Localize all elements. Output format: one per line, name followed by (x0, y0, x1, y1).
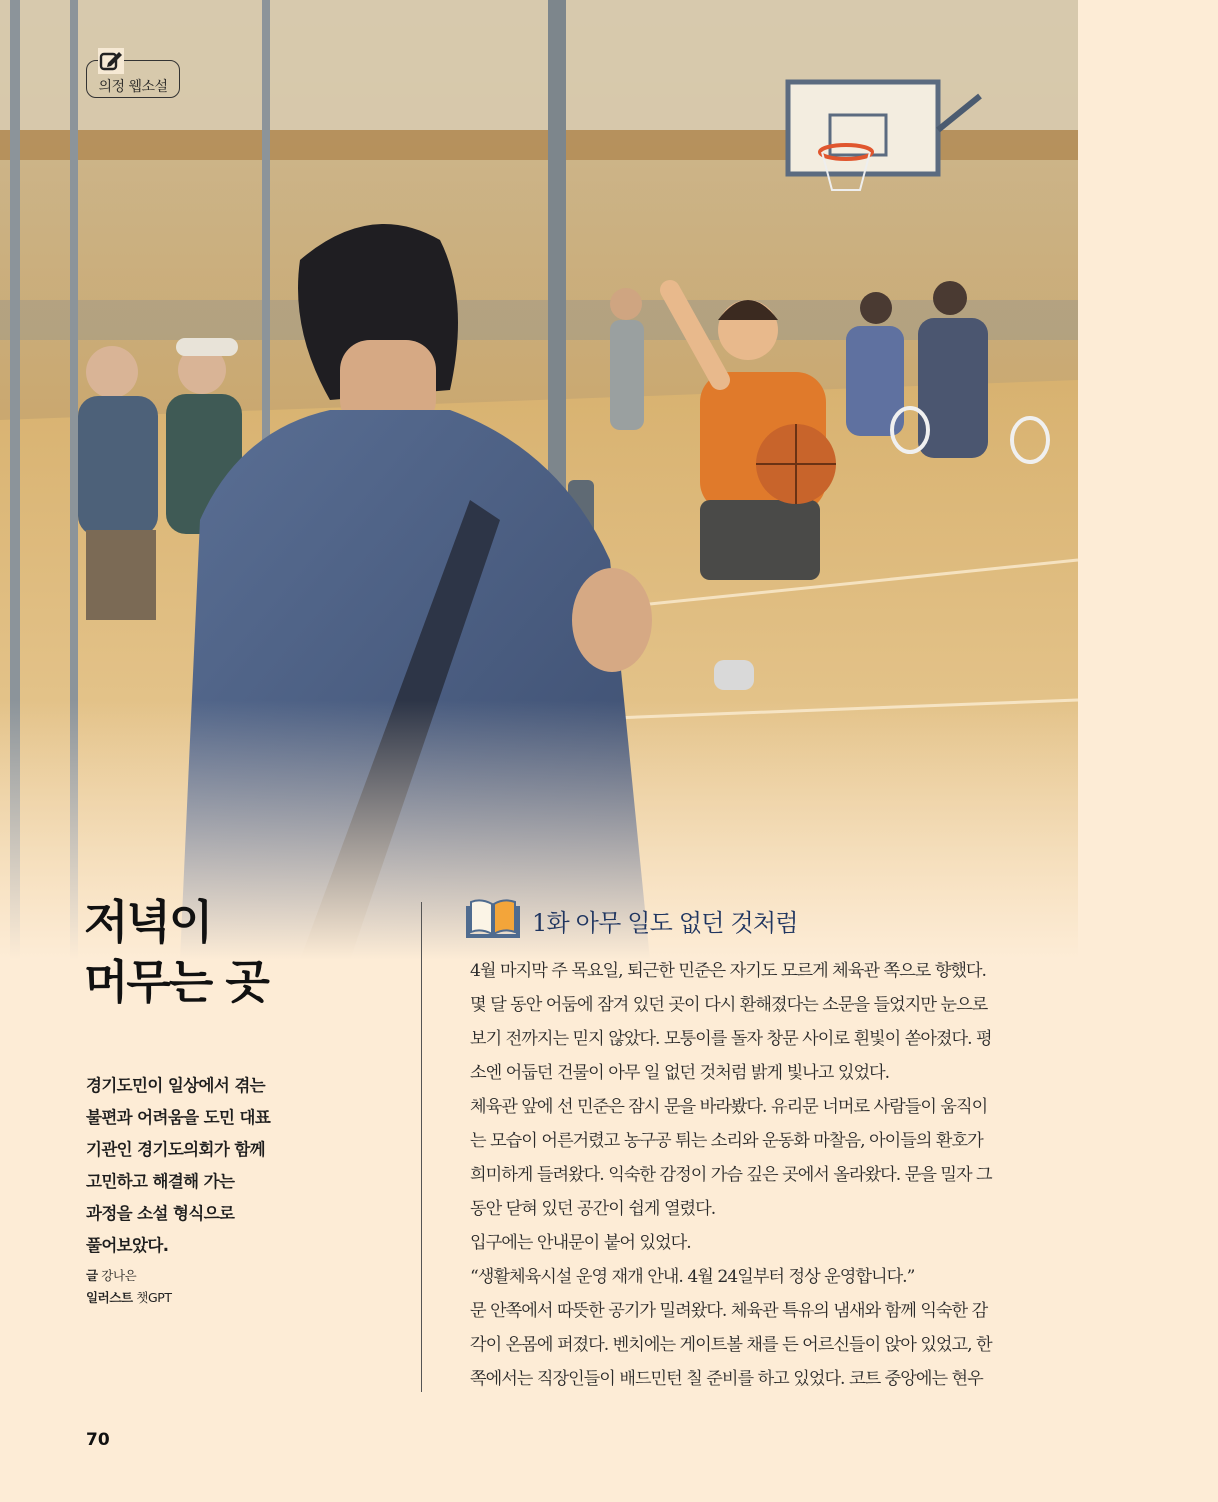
category-label: 의정 웹소설 (98, 79, 168, 95)
summary-line: 경기도민이 일상에서 겪는 (86, 1076, 266, 1095)
summary-line: 기관인 경기도의회가 함께 (86, 1140, 266, 1159)
summary-line: 불편과 어려움을 도민 대표 (86, 1108, 271, 1127)
writer-label: 글 (86, 1268, 98, 1283)
story-line: 체육관 앞에 선 민준은 잠시 문을 바라봤다. 유리문 너머로 사람들이 움직이 (470, 1097, 988, 1117)
title-line: 저녁이 (84, 895, 212, 949)
illustrator-credit (86, 1287, 306, 1309)
summary-line: 과정을 소설 형식으로 (86, 1204, 235, 1223)
category-tag (86, 46, 180, 98)
title-line: 머무는 곳 (84, 955, 268, 1009)
writer-credit (86, 1265, 306, 1287)
story-line: 각이 온몸에 퍼졌다. 벤치에는 게이트볼 채를 든 어르신들이 앉아 있었고, 한 (470, 1335, 992, 1355)
page-number: 70 (86, 1430, 110, 1450)
story-line: 입구에는 안내문이 붙어 있었다. (470, 1233, 691, 1253)
open-book-icon (466, 898, 520, 940)
story-body (470, 954, 1080, 1396)
credits (86, 1265, 306, 1309)
chapter-heading (466, 898, 1078, 942)
story-line: 4월 마지막 주 목요일, 퇴근한 민준은 자기도 모르게 체육관 쪽으로 향했다. (470, 961, 986, 981)
story-line: 문 안쪽에서 따뜻한 공기가 밀려왔다. 체육관 특유의 냄새와 함께 익숙한 감 (470, 1301, 988, 1321)
story-line: 동안 닫혀 있던 공간이 쉽게 열렸다. (470, 1199, 716, 1219)
chapter-title: 1화 아무 일도 없던 것처럼 (532, 909, 798, 937)
story-line: 보기 전까지는 믿지 않았다. 모퉁이를 돌자 창문 사이로 흰빛이 쏟아졌다. 평 (470, 1029, 992, 1049)
story-line: 소엔 어둡던 건물이 아무 일 없던 것처럼 밝게 빛나고 있었다. (470, 1063, 890, 1083)
story-line: 몇 달 동안 어둠에 잠겨 있던 곳이 다시 환해졌다는 소문을 들었지만 눈으로 (470, 995, 988, 1015)
illustrator-label: 일러스트 (86, 1290, 133, 1305)
writer-name: 강나은 (101, 1268, 137, 1283)
story-line: 희미하게 들려왔다. 익숙한 감정이 가슴 깊은 곳에서 올라왔다. 문을 밀자 그 (470, 1165, 992, 1185)
article-summary (86, 1070, 306, 1262)
summary-line: 고민하고 해결해 가는 (86, 1172, 235, 1191)
story-line: “생활체육시설 운영 재개 안내. 4월 24일부터 정상 운영합니다.” (470, 1267, 915, 1287)
edit-icon (98, 48, 124, 74)
illustrator-name: 챗GPT (136, 1290, 172, 1305)
story-line: 쪽에서는 직장인들이 배드민턴 칠 준비를 하고 있었다. 코트 중앙에는 현우 (470, 1369, 983, 1389)
column-divider (421, 902, 422, 1392)
story-line: 는 모습이 어른거렸고 농구공 튀는 소리와 운동화 마찰음, 아이들의 환호가 (470, 1131, 983, 1151)
summary-line: 풀어보았다. (86, 1236, 169, 1255)
article-title (84, 892, 384, 1012)
